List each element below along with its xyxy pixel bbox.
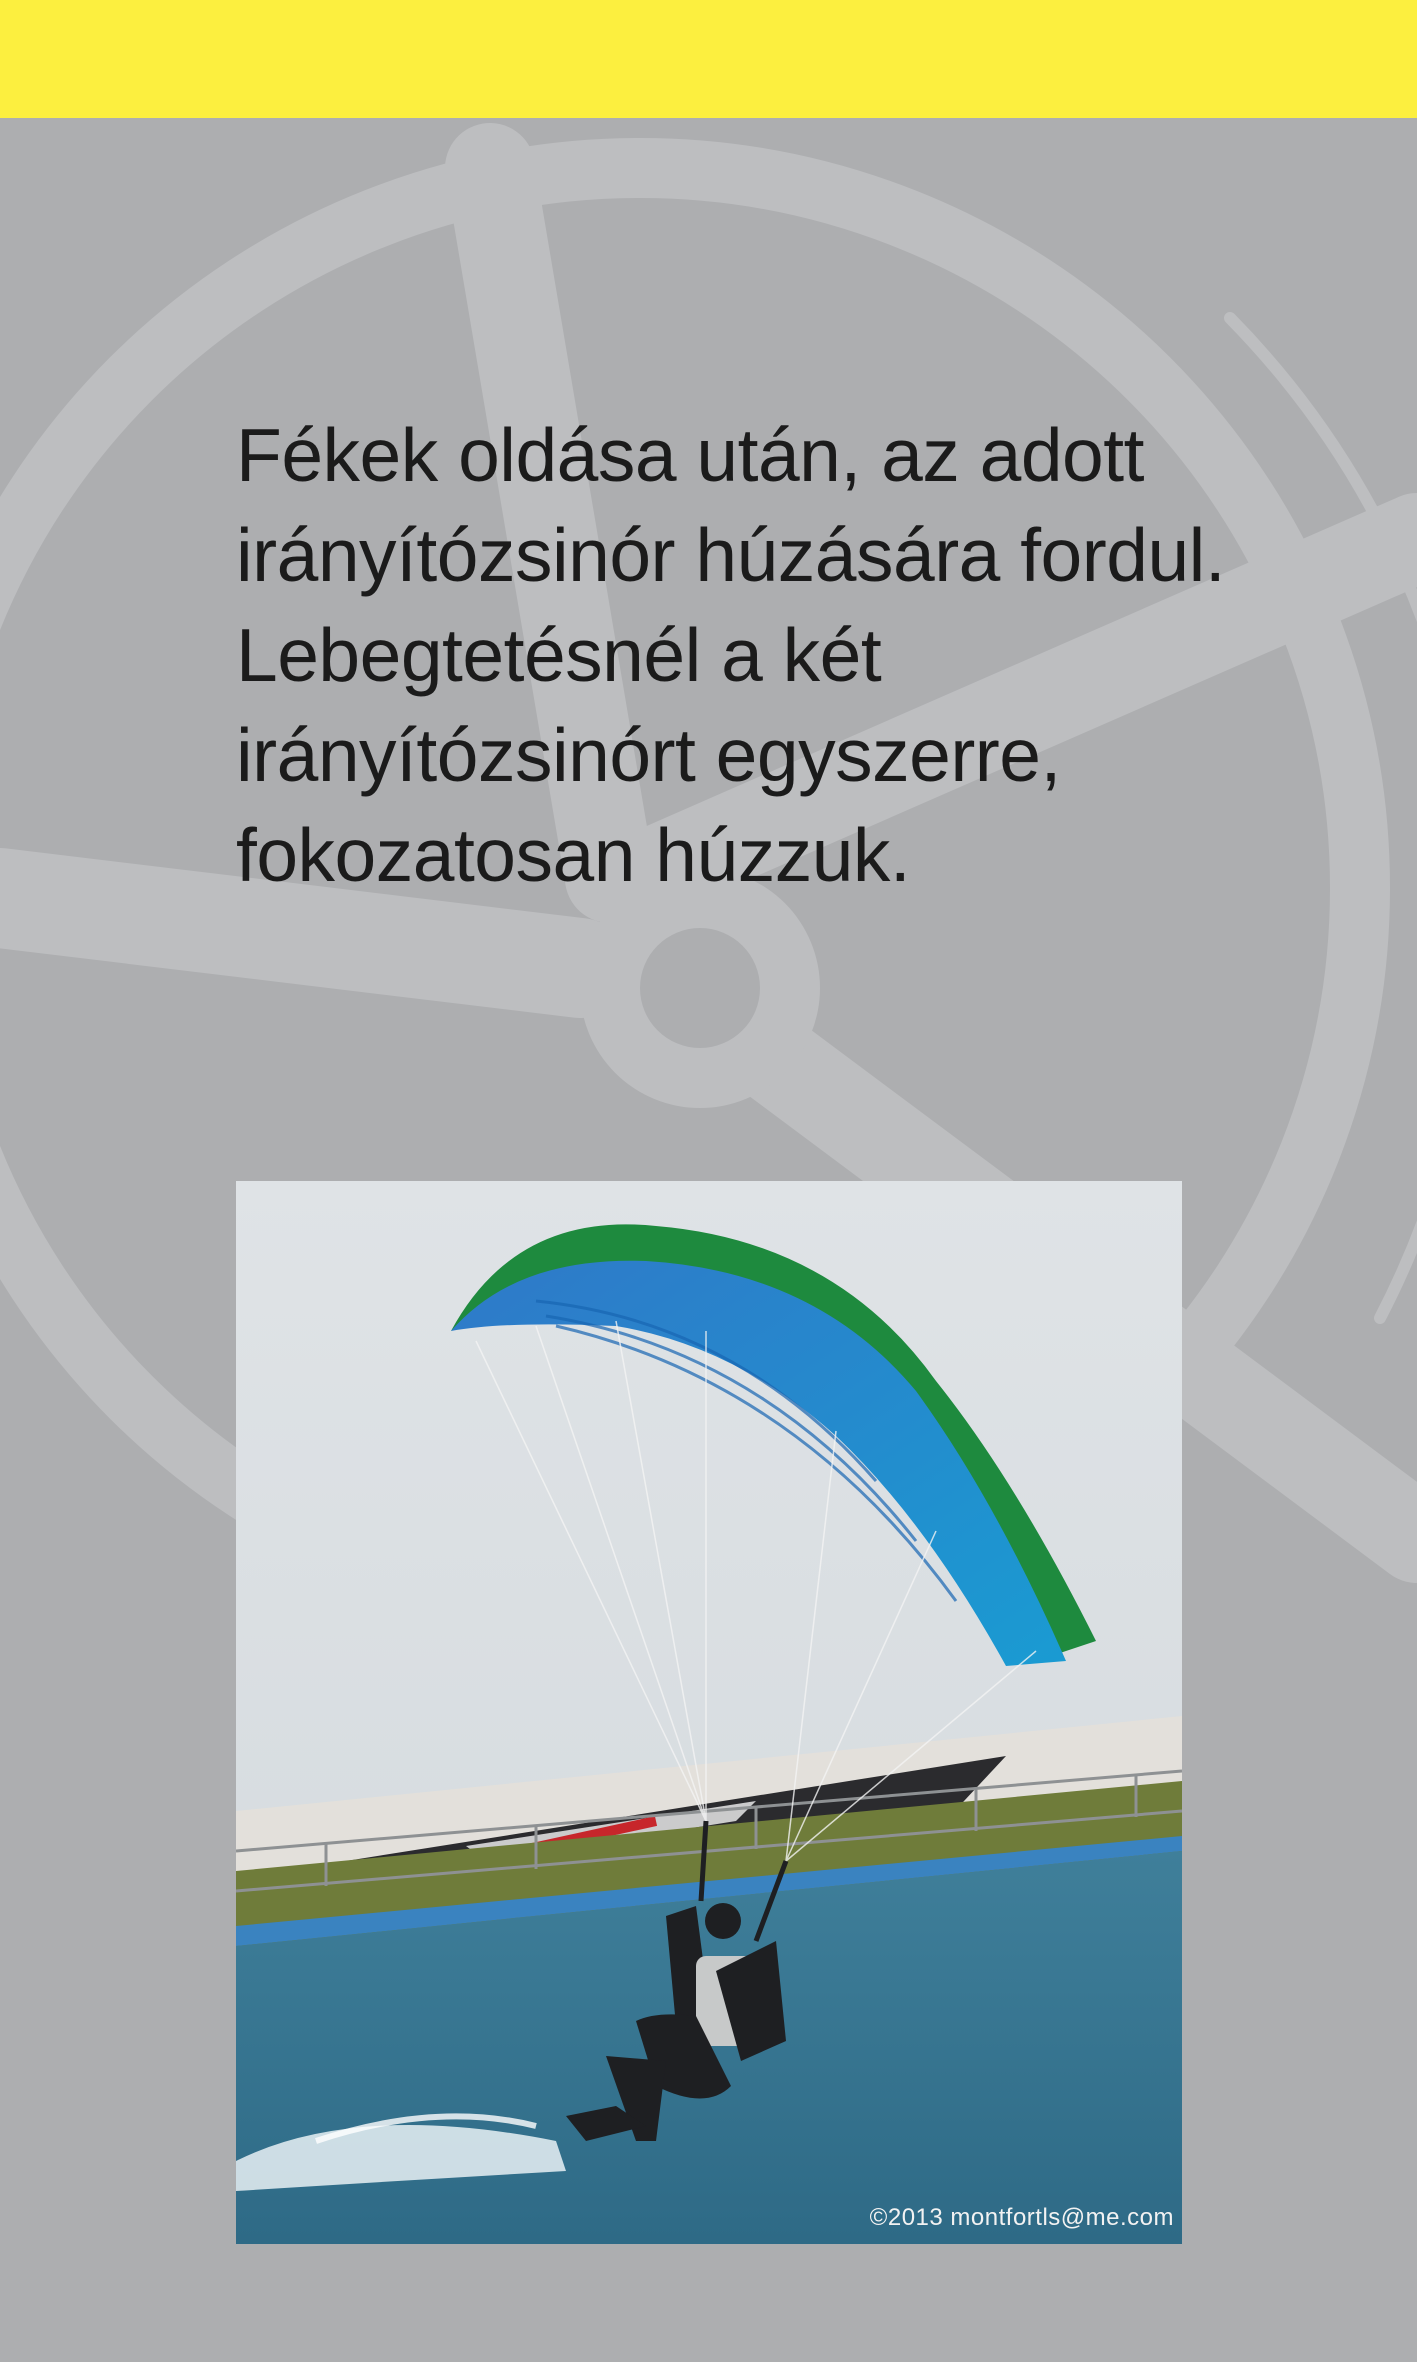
instruction-text: Fékek oldása után, az adott irányítózsinór húzására fordul. Lebegtetésnél a két irányítózsinórt egyszerre, fokozatosan húzzuk. bbox=[236, 413, 1226, 897]
top-color-band bbox=[0, 0, 1417, 118]
photo-credit: ©2013 montfortls@me.com bbox=[869, 2204, 1174, 2231]
canopy-landing-photo bbox=[236, 1181, 1182, 2244]
